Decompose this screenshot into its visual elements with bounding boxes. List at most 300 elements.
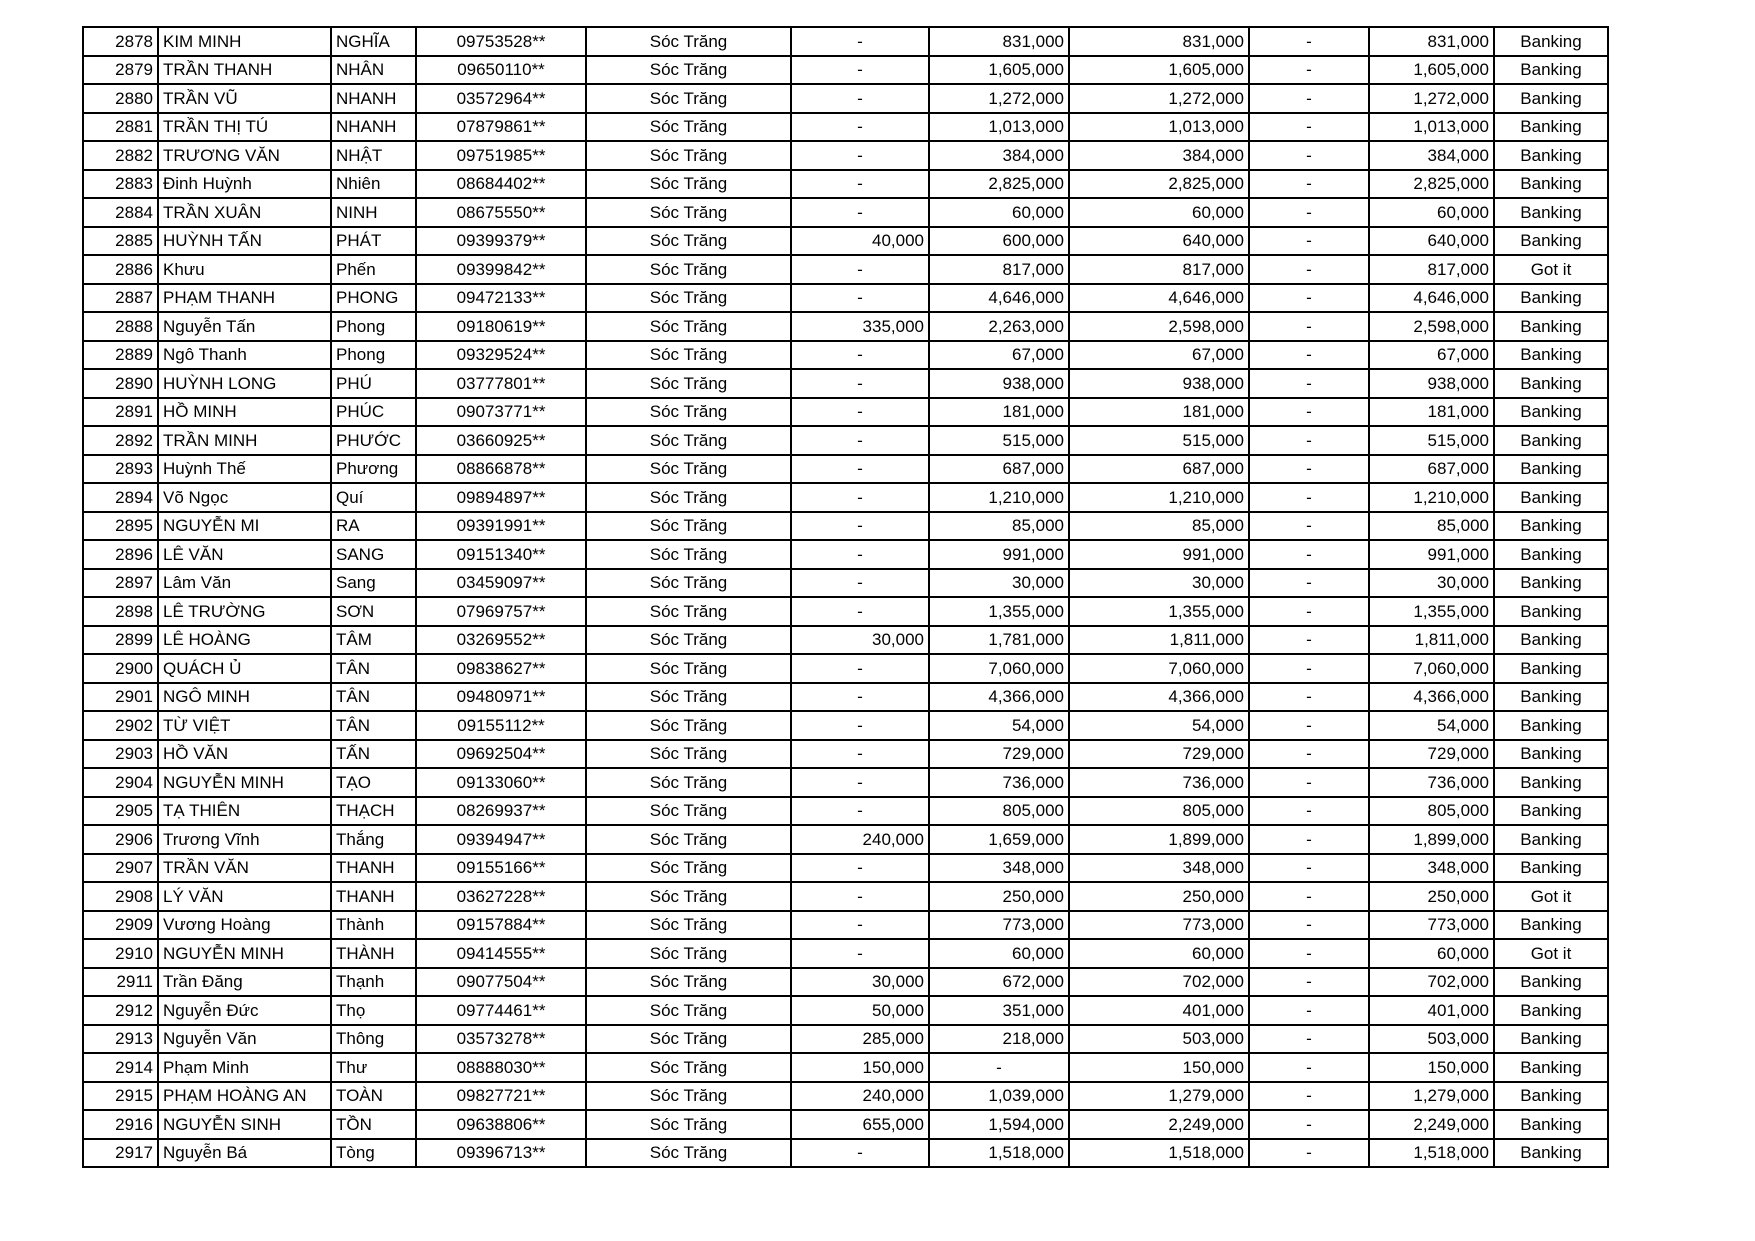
cell-last-name: SANG bbox=[331, 540, 416, 569]
cell-amount-4: - bbox=[1249, 854, 1369, 883]
cell-amount-2: 1,272,000 bbox=[929, 84, 1069, 113]
cell-amount-3: 1,013,000 bbox=[1069, 113, 1249, 142]
cell-amount-3: 831,000 bbox=[1069, 27, 1249, 56]
cell-last-name: THẠCH bbox=[331, 797, 416, 826]
cell-id: 2896 bbox=[83, 540, 158, 569]
cell-id: 2915 bbox=[83, 1082, 158, 1111]
cell-amount-2: 938,000 bbox=[929, 369, 1069, 398]
cell-amount-2: 85,000 bbox=[929, 512, 1069, 541]
cell-first-name: LÊ HOÀNG bbox=[158, 626, 331, 655]
cell-province: Sóc Trăng bbox=[586, 284, 791, 313]
cell-amount-2: 515,000 bbox=[929, 426, 1069, 455]
cell-first-name: TRẦN VĂN bbox=[158, 854, 331, 883]
cell-phone: 09692504** bbox=[416, 740, 586, 769]
cell-amount-3: 85,000 bbox=[1069, 512, 1249, 541]
cell-last-name: TÂN bbox=[331, 654, 416, 683]
cell-amount-4: - bbox=[1249, 1053, 1369, 1082]
cell-amount-5: 181,000 bbox=[1369, 398, 1494, 427]
cell-amount-5: 1,899,000 bbox=[1369, 825, 1494, 854]
cell-amount-5: 687,000 bbox=[1369, 455, 1494, 484]
cell-id: 2887 bbox=[83, 284, 158, 313]
cell-first-name: Phạm Minh bbox=[158, 1053, 331, 1082]
table-row bbox=[83, 654, 1608, 683]
cell-phone: 09638806** bbox=[416, 1110, 586, 1139]
cell-id: 2880 bbox=[83, 84, 158, 113]
cell-status: Banking bbox=[1494, 141, 1608, 170]
cell-amount-3: 181,000 bbox=[1069, 398, 1249, 427]
cell-province: Sóc Trăng bbox=[586, 882, 791, 911]
cell-status: Banking bbox=[1494, 1110, 1608, 1139]
cell-amount-4: - bbox=[1249, 398, 1369, 427]
cell-id: 2892 bbox=[83, 426, 158, 455]
table-row bbox=[83, 512, 1608, 541]
cell-first-name: Trần Đăng bbox=[158, 968, 331, 997]
cell-first-name: TRẦN THANH bbox=[158, 56, 331, 85]
cell-status: Got it bbox=[1494, 882, 1608, 911]
cell-id: 2912 bbox=[83, 996, 158, 1025]
cell-amount-4: - bbox=[1249, 683, 1369, 712]
table-row bbox=[83, 27, 1608, 56]
table-row bbox=[83, 711, 1608, 740]
cell-first-name: TRƯƠNG VĂN bbox=[158, 141, 331, 170]
cell-amount-4: - bbox=[1249, 1025, 1369, 1054]
cell-amount-2: 1,355,000 bbox=[929, 597, 1069, 626]
cell-status: Banking bbox=[1494, 512, 1608, 541]
cell-status: Banking bbox=[1494, 1053, 1608, 1082]
cell-amount-5: 1,210,000 bbox=[1369, 483, 1494, 512]
cell-amount-5: 4,646,000 bbox=[1369, 284, 1494, 313]
cell-id: 2908 bbox=[83, 882, 158, 911]
cell-id: 2906 bbox=[83, 825, 158, 854]
cell-first-name: LÊ TRƯỜNG bbox=[158, 597, 331, 626]
cell-amount-4: - bbox=[1249, 996, 1369, 1025]
cell-province: Sóc Trăng bbox=[586, 312, 791, 341]
cell-id: 2893 bbox=[83, 455, 158, 484]
cell-first-name: Huỳnh Thế bbox=[158, 455, 331, 484]
cell-province: Sóc Trăng bbox=[586, 911, 791, 940]
cell-amount-5: 773,000 bbox=[1369, 911, 1494, 940]
table-row bbox=[83, 996, 1608, 1025]
cell-amount-2: 351,000 bbox=[929, 996, 1069, 1025]
cell-id: 2907 bbox=[83, 854, 158, 883]
cell-status: Banking bbox=[1494, 398, 1608, 427]
table-row bbox=[83, 740, 1608, 769]
cell-amount-5: 1,355,000 bbox=[1369, 597, 1494, 626]
cell-id: 2882 bbox=[83, 141, 158, 170]
cell-amount-1: - bbox=[791, 426, 929, 455]
cell-amount-5: 503,000 bbox=[1369, 1025, 1494, 1054]
cell-province: Sóc Trăng bbox=[586, 227, 791, 256]
cell-amount-4: - bbox=[1249, 84, 1369, 113]
cell-status: Banking bbox=[1494, 483, 1608, 512]
table-row bbox=[83, 455, 1608, 484]
cell-amount-3: 1,899,000 bbox=[1069, 825, 1249, 854]
cell-amount-5: 2,598,000 bbox=[1369, 312, 1494, 341]
cell-province: Sóc Trăng bbox=[586, 1110, 791, 1139]
cell-last-name: PHÁT bbox=[331, 227, 416, 256]
cell-phone: 09391991** bbox=[416, 512, 586, 541]
cell-amount-5: 640,000 bbox=[1369, 227, 1494, 256]
cell-id: 2902 bbox=[83, 711, 158, 740]
cell-phone: 07969757** bbox=[416, 597, 586, 626]
cell-amount-3: 7,060,000 bbox=[1069, 654, 1249, 683]
cell-last-name: TỒN bbox=[331, 1110, 416, 1139]
cell-amount-5: 384,000 bbox=[1369, 141, 1494, 170]
cell-amount-5: 4,366,000 bbox=[1369, 683, 1494, 712]
cell-amount-4: - bbox=[1249, 882, 1369, 911]
cell-amount-1: - bbox=[791, 1139, 929, 1168]
cell-amount-1: - bbox=[791, 911, 929, 940]
cell-amount-2: 4,646,000 bbox=[929, 284, 1069, 313]
cell-phone: 09399842** bbox=[416, 255, 586, 284]
cell-amount-2: 384,000 bbox=[929, 141, 1069, 170]
cell-first-name: TRẦN THỊ TÚ bbox=[158, 113, 331, 142]
cell-amount-3: 1,811,000 bbox=[1069, 626, 1249, 655]
cell-last-name: RA bbox=[331, 512, 416, 541]
cell-amount-5: 831,000 bbox=[1369, 27, 1494, 56]
cell-amount-2: 54,000 bbox=[929, 711, 1069, 740]
cell-amount-2: 2,263,000 bbox=[929, 312, 1069, 341]
cell-phone: 09753528** bbox=[416, 27, 586, 56]
cell-amount-5: 150,000 bbox=[1369, 1053, 1494, 1082]
cell-status: Banking bbox=[1494, 911, 1608, 940]
cell-amount-3: 687,000 bbox=[1069, 455, 1249, 484]
cell-province: Sóc Trăng bbox=[586, 654, 791, 683]
cell-amount-2: 729,000 bbox=[929, 740, 1069, 769]
cell-amount-1: - bbox=[791, 27, 929, 56]
cell-amount-2: 1,594,000 bbox=[929, 1110, 1069, 1139]
cell-province: Sóc Trăng bbox=[586, 56, 791, 85]
cell-phone: 09180619** bbox=[416, 312, 586, 341]
cell-amount-4: - bbox=[1249, 369, 1369, 398]
cell-last-name: Thành bbox=[331, 911, 416, 940]
cell-amount-1: 240,000 bbox=[791, 1082, 929, 1111]
cell-id: 2904 bbox=[83, 768, 158, 797]
cell-amount-2: 1,518,000 bbox=[929, 1139, 1069, 1168]
cell-status: Banking bbox=[1494, 540, 1608, 569]
table-row bbox=[83, 255, 1608, 284]
cell-province: Sóc Trăng bbox=[586, 1082, 791, 1111]
cell-last-name: Phến bbox=[331, 255, 416, 284]
cell-amount-5: 60,000 bbox=[1369, 939, 1494, 968]
cell-first-name: Võ Ngọc bbox=[158, 483, 331, 512]
cell-amount-2: 30,000 bbox=[929, 569, 1069, 598]
cell-last-name: Thư bbox=[331, 1053, 416, 1082]
cell-last-name: NHÂN bbox=[331, 56, 416, 85]
cell-last-name: TÂN bbox=[331, 683, 416, 712]
cell-first-name: NGUYỄN MINH bbox=[158, 939, 331, 968]
cell-province: Sóc Trăng bbox=[586, 825, 791, 854]
cell-province: Sóc Trăng bbox=[586, 455, 791, 484]
cell-province: Sóc Trăng bbox=[586, 27, 791, 56]
table-row bbox=[83, 369, 1608, 398]
cell-province: Sóc Trăng bbox=[586, 141, 791, 170]
cell-amount-2: 67,000 bbox=[929, 341, 1069, 370]
cell-amount-4: - bbox=[1249, 626, 1369, 655]
cell-amount-5: 1,279,000 bbox=[1369, 1082, 1494, 1111]
cell-phone: 09077504** bbox=[416, 968, 586, 997]
cell-amount-1: - bbox=[791, 540, 929, 569]
cell-last-name: Tòng bbox=[331, 1139, 416, 1168]
cell-amount-3: 640,000 bbox=[1069, 227, 1249, 256]
cell-id: 2885 bbox=[83, 227, 158, 256]
cell-amount-3: 817,000 bbox=[1069, 255, 1249, 284]
cell-amount-2: 1,013,000 bbox=[929, 113, 1069, 142]
cell-amount-3: 250,000 bbox=[1069, 882, 1249, 911]
table-body bbox=[83, 27, 1608, 1167]
cell-amount-1: - bbox=[791, 84, 929, 113]
cell-status: Banking bbox=[1494, 683, 1608, 712]
cell-amount-4: - bbox=[1249, 198, 1369, 227]
cell-id: 2891 bbox=[83, 398, 158, 427]
cell-province: Sóc Trăng bbox=[586, 540, 791, 569]
cell-amount-3: 348,000 bbox=[1069, 854, 1249, 883]
cell-status: Banking bbox=[1494, 170, 1608, 199]
cell-amount-1: - bbox=[791, 939, 929, 968]
cell-amount-5: 1,811,000 bbox=[1369, 626, 1494, 655]
cell-amount-3: 991,000 bbox=[1069, 540, 1249, 569]
cell-amount-5: 817,000 bbox=[1369, 255, 1494, 284]
cell-amount-1: - bbox=[791, 654, 929, 683]
cell-amount-2: 817,000 bbox=[929, 255, 1069, 284]
table-row bbox=[83, 882, 1608, 911]
cell-amount-5: 1,605,000 bbox=[1369, 56, 1494, 85]
table-row bbox=[83, 1053, 1608, 1082]
cell-first-name: TỪ VIỆT bbox=[158, 711, 331, 740]
cell-first-name: NGUYỄN MINH bbox=[158, 768, 331, 797]
cell-last-name: TÂM bbox=[331, 626, 416, 655]
table-row bbox=[83, 683, 1608, 712]
cell-amount-1: - bbox=[791, 113, 929, 142]
cell-amount-5: 729,000 bbox=[1369, 740, 1494, 769]
cell-amount-1: 40,000 bbox=[791, 227, 929, 256]
cell-amount-4: - bbox=[1249, 911, 1369, 940]
cell-status: Banking bbox=[1494, 1139, 1608, 1168]
cell-amount-5: 805,000 bbox=[1369, 797, 1494, 826]
cell-amount-2: 348,000 bbox=[929, 854, 1069, 883]
cell-amount-1: - bbox=[791, 141, 929, 170]
cell-amount-1: - bbox=[791, 740, 929, 769]
cell-first-name: TẠ THIÊN bbox=[158, 797, 331, 826]
cell-first-name: HUỲNH LONG bbox=[158, 369, 331, 398]
cell-amount-5: 1,518,000 bbox=[1369, 1139, 1494, 1168]
table-row bbox=[83, 968, 1608, 997]
cell-status: Banking bbox=[1494, 626, 1608, 655]
cell-status: Got it bbox=[1494, 255, 1608, 284]
cell-amount-5: 702,000 bbox=[1369, 968, 1494, 997]
cell-amount-1: - bbox=[791, 882, 929, 911]
cell-first-name: HỒ MINH bbox=[158, 398, 331, 427]
cell-last-name: SƠN bbox=[331, 597, 416, 626]
cell-amount-4: - bbox=[1249, 654, 1369, 683]
cell-amount-2: 831,000 bbox=[929, 27, 1069, 56]
cell-amount-3: 54,000 bbox=[1069, 711, 1249, 740]
cell-province: Sóc Trăng bbox=[586, 341, 791, 370]
cell-last-name: Thông bbox=[331, 1025, 416, 1054]
cell-phone: 09157884** bbox=[416, 911, 586, 940]
cell-first-name: TRẦN VŨ bbox=[158, 84, 331, 113]
cell-id: 2910 bbox=[83, 939, 158, 968]
cell-id: 2898 bbox=[83, 597, 158, 626]
spreadsheet-table-container bbox=[82, 26, 1609, 1168]
cell-amount-1: 655,000 bbox=[791, 1110, 929, 1139]
cell-status: Banking bbox=[1494, 341, 1608, 370]
cell-amount-3: 1,210,000 bbox=[1069, 483, 1249, 512]
cell-id: 2914 bbox=[83, 1053, 158, 1082]
cell-id: 2899 bbox=[83, 626, 158, 655]
cell-status: Banking bbox=[1494, 740, 1608, 769]
cell-first-name: Nguyễn Bá bbox=[158, 1139, 331, 1168]
cell-first-name: PHẠM THANH bbox=[158, 284, 331, 313]
cell-amount-4: - bbox=[1249, 825, 1369, 854]
cell-first-name: LÝ VĂN bbox=[158, 882, 331, 911]
cell-amount-2: 672,000 bbox=[929, 968, 1069, 997]
cell-amount-1: - bbox=[791, 597, 929, 626]
table-row bbox=[83, 1025, 1608, 1054]
cell-last-name: NINH bbox=[331, 198, 416, 227]
cell-status: Banking bbox=[1494, 825, 1608, 854]
cell-id: 2878 bbox=[83, 27, 158, 56]
cell-amount-2: 736,000 bbox=[929, 768, 1069, 797]
cell-province: Sóc Trăng bbox=[586, 113, 791, 142]
cell-phone: 03573278** bbox=[416, 1025, 586, 1054]
cell-province: Sóc Trăng bbox=[586, 398, 791, 427]
table-row bbox=[83, 113, 1608, 142]
cell-amount-4: - bbox=[1249, 597, 1369, 626]
cell-status: Banking bbox=[1494, 569, 1608, 598]
cell-phone: 09650110** bbox=[416, 56, 586, 85]
cell-amount-3: 773,000 bbox=[1069, 911, 1249, 940]
cell-province: Sóc Trăng bbox=[586, 597, 791, 626]
cell-last-name: TOÀN bbox=[331, 1082, 416, 1111]
cell-phone: 03572964** bbox=[416, 84, 586, 113]
cell-amount-4: - bbox=[1249, 227, 1369, 256]
cell-amount-3: 702,000 bbox=[1069, 968, 1249, 997]
cell-phone: 09774461** bbox=[416, 996, 586, 1025]
cell-last-name: PHONG bbox=[331, 284, 416, 313]
cell-amount-1: - bbox=[791, 768, 929, 797]
cell-phone: 09399379** bbox=[416, 227, 586, 256]
cell-amount-3: 1,605,000 bbox=[1069, 56, 1249, 85]
cell-phone: 07879861** bbox=[416, 113, 586, 142]
cell-phone: 09155112** bbox=[416, 711, 586, 740]
cell-amount-2: 1,781,000 bbox=[929, 626, 1069, 655]
cell-amount-5: 1,013,000 bbox=[1369, 113, 1494, 142]
cell-amount-3: 401,000 bbox=[1069, 996, 1249, 1025]
cell-amount-2: 2,825,000 bbox=[929, 170, 1069, 199]
cell-amount-3: 1,518,000 bbox=[1069, 1139, 1249, 1168]
cell-amount-3: 1,272,000 bbox=[1069, 84, 1249, 113]
cell-amount-2: 7,060,000 bbox=[929, 654, 1069, 683]
cell-amount-5: 85,000 bbox=[1369, 512, 1494, 541]
cell-amount-5: 348,000 bbox=[1369, 854, 1494, 883]
cell-phone: 09472133** bbox=[416, 284, 586, 313]
table-row bbox=[83, 1110, 1608, 1139]
cell-amount-4: - bbox=[1249, 255, 1369, 284]
cell-first-name: Đinh Huỳnh bbox=[158, 170, 331, 199]
cell-phone: 09133060** bbox=[416, 768, 586, 797]
cell-id: 2884 bbox=[83, 198, 158, 227]
cell-phone: 09827721** bbox=[416, 1082, 586, 1111]
cell-last-name: TẤN bbox=[331, 740, 416, 769]
cell-amount-3: 1,279,000 bbox=[1069, 1082, 1249, 1111]
cell-id: 2901 bbox=[83, 683, 158, 712]
cell-amount-3: 515,000 bbox=[1069, 426, 1249, 455]
cell-id: 2888 bbox=[83, 312, 158, 341]
cell-status: Banking bbox=[1494, 198, 1608, 227]
cell-last-name: NHANH bbox=[331, 84, 416, 113]
cell-id: 2903 bbox=[83, 740, 158, 769]
cell-status: Banking bbox=[1494, 854, 1608, 883]
cell-last-name: Thọ bbox=[331, 996, 416, 1025]
cell-amount-5: 7,060,000 bbox=[1369, 654, 1494, 683]
cell-phone: 08675550** bbox=[416, 198, 586, 227]
cell-amount-1: - bbox=[791, 854, 929, 883]
cell-phone: 03269552** bbox=[416, 626, 586, 655]
cell-amount-3: 4,366,000 bbox=[1069, 683, 1249, 712]
cell-amount-1: 50,000 bbox=[791, 996, 929, 1025]
cell-amount-4: - bbox=[1249, 426, 1369, 455]
cell-province: Sóc Trăng bbox=[586, 939, 791, 968]
cell-amount-4: - bbox=[1249, 711, 1369, 740]
cell-status: Banking bbox=[1494, 284, 1608, 313]
cell-last-name: PHÚC bbox=[331, 398, 416, 427]
cell-status: Banking bbox=[1494, 654, 1608, 683]
cell-amount-5: 67,000 bbox=[1369, 341, 1494, 370]
cell-id: 2909 bbox=[83, 911, 158, 940]
cell-amount-1: - bbox=[791, 341, 929, 370]
cell-id: 2897 bbox=[83, 569, 158, 598]
cell-phone: 09894897** bbox=[416, 483, 586, 512]
cell-first-name: LÊ VĂN bbox=[158, 540, 331, 569]
cell-first-name: PHẠM HOÀNG AN bbox=[158, 1082, 331, 1111]
cell-province: Sóc Trăng bbox=[586, 170, 791, 199]
cell-last-name: Sang bbox=[331, 569, 416, 598]
cell-first-name: HỒ VĂN bbox=[158, 740, 331, 769]
cell-amount-3: 503,000 bbox=[1069, 1025, 1249, 1054]
cell-amount-2: 181,000 bbox=[929, 398, 1069, 427]
cell-status: Banking bbox=[1494, 968, 1608, 997]
cell-amount-5: 736,000 bbox=[1369, 768, 1494, 797]
cell-amount-4: - bbox=[1249, 341, 1369, 370]
cell-status: Banking bbox=[1494, 113, 1608, 142]
cell-phone: 03660925** bbox=[416, 426, 586, 455]
cell-amount-1: - bbox=[791, 369, 929, 398]
table-row bbox=[83, 797, 1608, 826]
cell-first-name: HUỲNH TẤN bbox=[158, 227, 331, 256]
cell-status: Banking bbox=[1494, 455, 1608, 484]
cell-phone: 09838627** bbox=[416, 654, 586, 683]
cell-amount-1: - bbox=[791, 56, 929, 85]
cell-first-name: Ngô Thanh bbox=[158, 341, 331, 370]
table-row bbox=[83, 398, 1608, 427]
table-row bbox=[83, 597, 1608, 626]
cell-amount-3: 2,825,000 bbox=[1069, 170, 1249, 199]
table-row bbox=[83, 768, 1608, 797]
cell-province: Sóc Trăng bbox=[586, 854, 791, 883]
table-row bbox=[83, 626, 1608, 655]
cell-status: Banking bbox=[1494, 369, 1608, 398]
cell-amount-4: - bbox=[1249, 512, 1369, 541]
cell-amount-1: 30,000 bbox=[791, 968, 929, 997]
cell-phone: 09396713** bbox=[416, 1139, 586, 1168]
cell-amount-1: - bbox=[791, 797, 929, 826]
table-row bbox=[83, 284, 1608, 313]
cell-amount-5: 54,000 bbox=[1369, 711, 1494, 740]
cell-amount-2: 1,659,000 bbox=[929, 825, 1069, 854]
cell-amount-1: - bbox=[791, 512, 929, 541]
cell-amount-5: 938,000 bbox=[1369, 369, 1494, 398]
